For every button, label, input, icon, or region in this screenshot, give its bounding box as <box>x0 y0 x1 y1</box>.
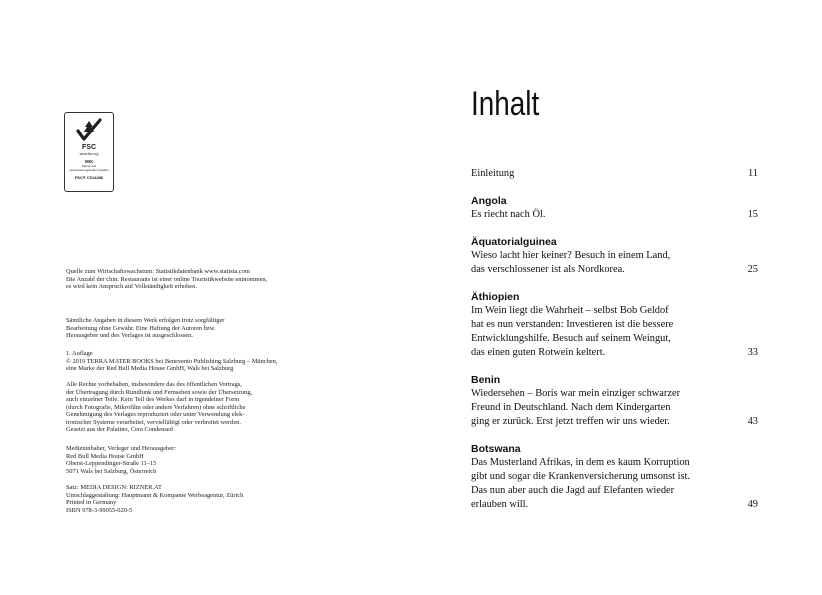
fsc-code: FSC® C014496 <box>74 175 104 180</box>
contents-page <box>411 0 822 595</box>
fsc-logo <box>64 112 114 192</box>
toc-entry-text: Einleitung <box>471 168 515 179</box>
imprint-production: Satz: MEDIA DESIGN: RIZNER.AT Umschlaggestaltung: Hauptmann & Kompanie Werbeagentur, Zürich Printed in Germany ISBN 978-3-99055-020-5 <box>66 484 244 514</box>
toc-country: Äquatorialguinea <box>471 236 557 248</box>
imprint-edition: 1. Auflage © 2019 TERRA MATER BOOKS bei Benevento Publishing Salzburg – München, eine Marke der Red Bull Media House GmbH, Wals bei Salzburg <box>66 350 278 372</box>
toc-country: Benin <box>471 374 501 386</box>
toc-country: Angola <box>471 195 507 207</box>
imprint-publisher: Medieninhaber, Verleger und Herausgeber: Red Bull Media House GmbH Oberst-Leppendinger-Straße 11–15 5071 Wals bei Salzburg, Österreich <box>66 445 176 475</box>
toc-page-number: 15 <box>747 209 758 220</box>
toc-country: Äthiopien <box>471 291 520 303</box>
toc-page-number: 25 <box>747 264 758 275</box>
toc-entry[interactable] <box>471 290 758 360</box>
imprint-source-note: Quelle zum Wirtschaftswachstum: Statistikdatenbank www.statista.com Die Anzahl der chin. Restaurants ist einer online Touristikwebsite entnommen, es wird kein Anspruch auf Vollständigkeit erhoben. <box>66 268 268 290</box>
fsc-website: www.fsc.org <box>79 152 99 156</box>
imprint-disclaimer: Sämtliche Angaben in diesem Werk erfolgen trotz sorgfältiger Bearbeitung ohne Gewähr. Eine Haftung der Autoren bzw. Herausgeber und des Verlages ist ausgeschlossen. <box>66 317 225 339</box>
page-title: Inhalt <box>471 85 540 123</box>
fsc-name: FSC <box>82 144 96 151</box>
table-of-contents <box>471 167 758 525</box>
toc-page-number: 11 <box>747 168 758 179</box>
toc-entry-text: Es riecht nach Öl. <box>471 209 546 220</box>
toc-entry[interactable] <box>471 167 758 181</box>
fsc-description: Papier aus verantwortungsvollen Quellen <box>69 164 109 172</box>
toc-page-number: 43 <box>747 416 758 427</box>
toc-entry-text: Wieso lacht hier keiner? Besuch in einem Land, das verschlossener ist als Nordkorea. <box>471 250 671 275</box>
toc-entry[interactable] <box>471 442 758 512</box>
toc-page-number: 49 <box>747 499 758 510</box>
toc-entry-text: Wiedersehen – Boris war mein einziger schwarzer Freund in Deutschland. Nach dem Kindergarten ging er zurück. Erst jetzt treffen wir uns wieder. <box>471 388 681 427</box>
toc-country: Botswana <box>471 443 521 455</box>
toc-entry-text: Das Musterland Afrikas, in dem es kaum Korruption gibt und sogar die Krankenversicherung umsonst ist. Das nun aber auch die Jagd auf Elefanten wieder erlauben will. <box>471 457 691 510</box>
toc-entry[interactable] <box>471 194 758 222</box>
toc-entry[interactable] <box>471 235 758 277</box>
toc-entry-text: Im Wein liegt die Wahrheit – selbst Bob Geldof hat es nun verstanden: Investieren ist die bessere Entwicklungshilfe. Besuch auf seinem Weingut, das einen guten Rotwein keltert. <box>471 305 674 358</box>
fsc-tree-checkmark-icon <box>74 117 104 143</box>
toc-page-number: 33 <box>747 347 758 358</box>
fsc-mix: MIX <box>84 159 93 164</box>
toc-entry[interactable] <box>471 373 758 429</box>
imprint-rights: Alle Rechte vorbehalten, insbesondere das des öffentlichen Vortrags, der Übertragung durch Rundfunk und Fernsehen sowie der Übersetzung, auch einzelner Teile. Kein Teil des Werkes darf in irgendeiner Form (durch Fotografie, Mikrofilm oder andere Verfahren) ohne schriftliche Genehmigung des Verlages reproduziert oder unter Verwendung elek- tronischer Systeme verarbeitet, vervielfältigt oder verbreitet werden. Gesetzt aus der Palatino, Cera Condensed <box>66 381 253 433</box>
